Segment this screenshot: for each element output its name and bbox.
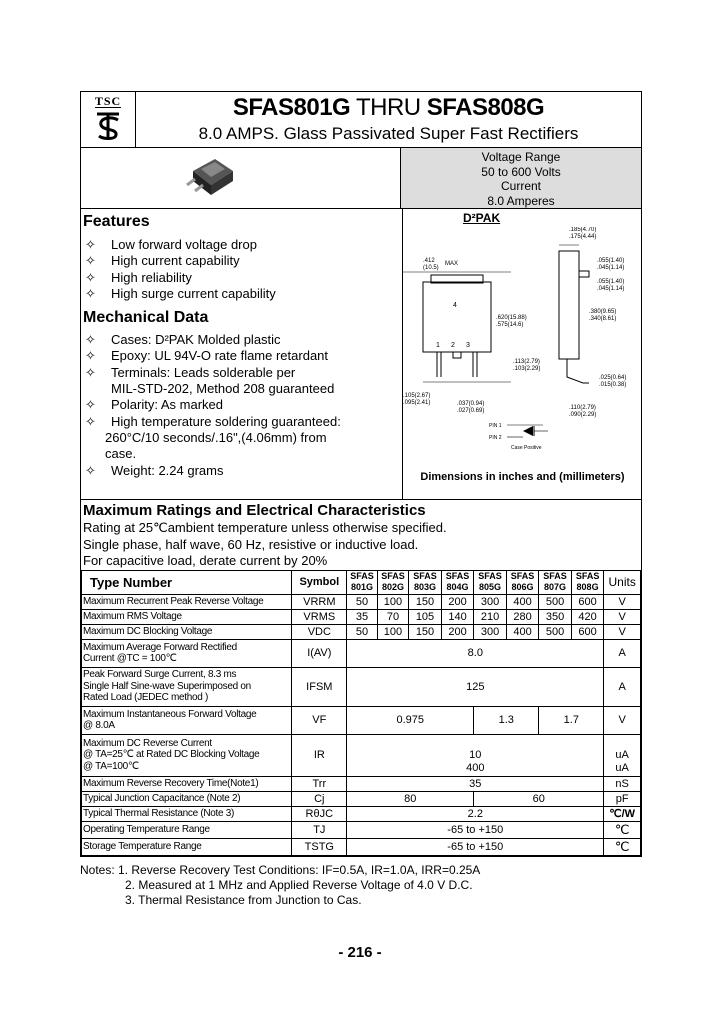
list-item-text: High surge current capability [111, 285, 276, 301]
table-row [82, 667, 641, 706]
param-name-line: Maximum DC Reverse Current [83, 737, 212, 749]
page-number: - 216 - [338, 944, 382, 961]
param-value: 2.2 [347, 806, 604, 821]
ratings-section [81, 500, 641, 570]
param-value-line: 400 [466, 761, 485, 774]
param-symbol: TJ [292, 821, 347, 838]
param-unit: V [604, 624, 641, 639]
dim-text: .090(2.29) [569, 412, 597, 418]
dim-text: .037(0.94) [457, 401, 485, 407]
table-row [82, 609, 641, 624]
dim-text: MAX [445, 261, 459, 267]
header-symbol: Symbol [292, 570, 347, 594]
list-item-text: Weight: 2.24 grams [111, 462, 224, 478]
param-symbol: RθJC [292, 806, 347, 821]
part-prefix: SFAS [575, 571, 600, 581]
list-item [83, 463, 402, 479]
header-part [377, 570, 409, 594]
part-suffix: 803G [413, 582, 436, 592]
param-value: 150 [409, 594, 442, 609]
pin-label: PIN 2 [489, 435, 502, 441]
param-value: 400 [506, 594, 539, 609]
list-item [83, 397, 402, 413]
note-line: 2. Measured at 1 MHz and Applied Reverse Voltage of 4.0 V D.C. [125, 878, 473, 892]
param-symbol: IFSM [292, 667, 347, 706]
dim-label-2: 2 [451, 342, 455, 349]
param-name [82, 639, 292, 667]
param-unit: V [604, 594, 641, 609]
param-value: 50 [347, 594, 377, 609]
param-value: 80 [347, 791, 474, 806]
part-suffix: 802G [381, 582, 404, 592]
param-symbol: TSTG [292, 838, 347, 855]
dim-text: .045(1.14) [597, 265, 625, 271]
param-unit: nS [604, 776, 641, 791]
note-line: Notes: 1. Reverse Recovery Test Conditions: IF=0.5A, IR=1.0A, IRR=0.25A [80, 863, 481, 877]
dim-text: .103(2.29) [513, 366, 541, 372]
features-section [83, 212, 402, 302]
param-name-line: Maximum Instantaneous Forward Voltage [83, 708, 257, 720]
param-value: 200 [441, 624, 474, 639]
param-name: Operating Temperature Range [82, 821, 292, 838]
package-row [81, 148, 641, 209]
param-unit: ℃/W [604, 806, 641, 821]
header-part [347, 570, 377, 594]
part-suffix: 806G [511, 582, 534, 592]
param-value: 125 [347, 667, 604, 706]
header-part [539, 570, 572, 594]
dim-label-3: 3 [466, 342, 470, 349]
list-item [83, 270, 402, 286]
bullet-icon: ✧ [85, 237, 96, 252]
dim-text: .340(8.61) [589, 316, 617, 322]
param-value: 300 [474, 594, 507, 609]
param-name: Typical Thermal Resistance (Note 3) [82, 806, 292, 821]
list-item-continued [83, 430, 402, 446]
list-item-text: Terminals: Leads solderable per [111, 364, 296, 380]
bullet-icon: ✧ [85, 332, 96, 348]
package-photo-icon [181, 153, 241, 203]
param-value: 400 [506, 624, 539, 639]
param-value: 100 [377, 624, 409, 639]
note-line: 3. Thermal Resistance from Junction to Cas. [125, 893, 362, 907]
features-column [81, 209, 403, 499]
param-value: 105 [409, 609, 442, 624]
param-name-line: Rated Load (JEDEC method ) [83, 692, 209, 704]
dim-text: .185(4.70) [569, 227, 597, 233]
param-value: 140 [441, 609, 474, 624]
param-name-line: @ TA=100℃ [83, 760, 139, 772]
param-value: 500 [539, 624, 572, 639]
list-item-text: MIL-STD-202, Method 208 guaranteed [111, 381, 335, 397]
tsc-logo-icon [91, 108, 125, 142]
list-item [83, 286, 402, 302]
param-symbol: Cj [292, 791, 347, 806]
param-value: 8.0 [347, 639, 604, 667]
param-value: 50 [347, 624, 377, 639]
header-part [474, 570, 507, 594]
bullet-icon: ✧ [85, 348, 96, 364]
dim-text: .055(1.40) [597, 258, 625, 264]
dim-text: .015(0.38) [599, 382, 627, 388]
param-unit: V [604, 706, 641, 734]
param-unit-line: uA [615, 748, 629, 761]
list-item [83, 332, 402, 348]
part-suffix: 804G [446, 582, 469, 592]
list-item-text: case. [105, 446, 137, 462]
header-part [506, 570, 539, 594]
package-name: D²PAK [463, 211, 501, 225]
datasheet [80, 91, 642, 857]
param-unit: A [604, 639, 641, 667]
param-value: 300 [474, 624, 507, 639]
bullet-icon: ✧ [85, 462, 96, 478]
bullet-icon: ✧ [85, 397, 96, 413]
param-value: 1.7 [539, 706, 604, 734]
dim-text: (10.5) [423, 265, 439, 271]
table-row [82, 806, 641, 821]
dimension-drawing [403, 227, 642, 477]
dim-text: .412 [423, 258, 435, 264]
param-value: -65 to +150 [347, 821, 604, 838]
part-prefix: SFAS [381, 571, 405, 581]
param-value: 500 [539, 594, 572, 609]
param-value: 420 [571, 609, 604, 624]
table-row [82, 791, 641, 806]
header-type-number: Type Number [82, 570, 292, 594]
param-name: Maximum Reverse Recovery Time(Note1) [82, 776, 292, 791]
table-row [82, 821, 641, 838]
title-block [136, 92, 641, 147]
features-title: Features [83, 213, 150, 230]
part-suffix: 801G [350, 582, 373, 592]
bullet-icon: ✧ [85, 285, 96, 301]
table-row [82, 639, 641, 667]
param-name [82, 734, 292, 776]
part-prefix: SFAS [543, 571, 567, 581]
header [81, 92, 641, 148]
bullet-icon: ✧ [85, 253, 96, 269]
param-symbol: IR [292, 734, 347, 776]
param-name: Maximum DC Blocking Voltage [82, 624, 292, 639]
ratings-title: Maximum Ratings and Electrical Characteristics [83, 502, 426, 519]
features-row [81, 209, 641, 500]
part-suffix: 807G [544, 582, 567, 592]
package-photo [81, 148, 401, 208]
bullet-icon: ✧ [85, 364, 96, 380]
part-suffix: 808G [576, 582, 599, 592]
param-value: 280 [506, 609, 539, 624]
param-value [347, 734, 604, 776]
param-unit: A [604, 667, 641, 706]
logo-text: TSC [94, 94, 122, 108]
param-value: 35 [347, 776, 604, 791]
list-item [83, 365, 402, 381]
ratings-note: Single phase, half wave, 60 Hz, resistive or inductive load. [83, 536, 419, 552]
param-symbol: VRMS [292, 609, 347, 624]
param-value: 600 [571, 594, 604, 609]
part-prefix: SFAS [510, 571, 535, 581]
bullet-icon: ✧ [85, 269, 96, 285]
ratings-note: Rating at 25℃ambient temperature unless otherwise specified. [83, 520, 447, 535]
list-item-text: High reliability [111, 269, 192, 285]
bullet-icon: ✧ [85, 413, 96, 429]
param-name [82, 667, 292, 706]
param-value: -65 to +150 [347, 838, 604, 855]
dim-text: .025(0.64) [599, 375, 627, 381]
dim-text: .113(2.79) [513, 359, 540, 365]
table-row [82, 776, 641, 791]
dim-text: .045(1.14) [597, 286, 625, 292]
param-name: Maximum RMS Voltage [82, 609, 292, 624]
param-value: 150 [409, 624, 442, 639]
title-mid: THRU [350, 94, 427, 121]
dim-text: .380(9.65) [589, 309, 617, 315]
table-row [82, 706, 641, 734]
param-value: 350 [539, 609, 572, 624]
table-row [82, 734, 641, 776]
param-name: Typical Junction Capacitance (Note 2) [82, 791, 292, 806]
part-prefix: SFAS [445, 571, 470, 581]
header-units: Units [604, 570, 641, 594]
mechanical-title: Mechanical Data [83, 309, 209, 327]
table-row [82, 624, 641, 639]
param-name: Maximum Recurrent Peak Reverse Voltage [82, 594, 292, 609]
param-symbol: VF [292, 706, 347, 734]
dim-label-1: 1 [436, 342, 440, 349]
param-value: 200 [441, 594, 474, 609]
list-item-text: Low forward voltage drop [111, 237, 257, 252]
list-item-text: High current capability [111, 253, 240, 269]
mechanical-section [83, 308, 402, 479]
title-part-b: SFAS808G [426, 94, 545, 121]
voltage-range-label: Voltage Range [481, 150, 561, 164]
table-row [82, 838, 641, 855]
dim-text: .055(1.40) [597, 279, 625, 285]
param-name [82, 706, 292, 734]
voltage-range-value: 50 to 600 Volts [481, 164, 561, 179]
param-unit: V [604, 609, 641, 624]
param-value: 1.3 [474, 706, 539, 734]
rating-summary [401, 148, 641, 208]
list-item-text: Polarity: As marked [111, 397, 223, 413]
ratings-table [81, 570, 641, 856]
param-value: 70 [377, 609, 409, 624]
dim-text: .575(14.6) [496, 322, 524, 328]
list-item-text: Cases: D²PAK Molded plastic [111, 332, 281, 348]
pin-label: PIN 1 [489, 423, 502, 429]
param-value-line: 10 [469, 748, 482, 761]
dim-text: .027(0.69) [457, 408, 485, 414]
list-item [83, 414, 402, 430]
dim-text: .620(15.88) [496, 315, 527, 321]
part-suffix: 805G [479, 582, 502, 592]
param-symbol: VRRM [292, 594, 347, 609]
dim-text: .175(4.44) [569, 234, 597, 240]
part-prefix: SFAS [413, 571, 437, 581]
dimension-caption: Dimensions in inches and (millimeters) [420, 471, 625, 483]
diode-icon [523, 426, 533, 436]
current-label: Current [500, 179, 541, 193]
dimension-drawing-panel [403, 209, 641, 499]
param-value: 100 [377, 594, 409, 609]
param-symbol: VDC [292, 624, 347, 639]
param-name-line: Peak Forward Surge Current, 8.3 ms [83, 669, 237, 681]
list-item-text: High temperature soldering guaranteed: [111, 413, 341, 429]
param-name-line: @ TA=25℃ at Rated DC Blocking Voltage [83, 749, 260, 761]
dim-label-4: 4 [453, 302, 457, 309]
param-value: 600 [571, 624, 604, 639]
param-name-line: @ 8.0A [83, 720, 115, 731]
logo [81, 92, 136, 147]
case-label: Case Positive [511, 445, 542, 451]
param-unit: ℃ [604, 821, 641, 838]
list-item-text: 260°C/10 seconds/.16",(4.06mm) from [105, 429, 327, 445]
list-item [83, 237, 402, 253]
header-part [409, 570, 442, 594]
param-symbol: Trr [292, 776, 347, 791]
param-name: Storage Temperature Range [82, 838, 292, 855]
header-part [571, 570, 604, 594]
param-value: 0.975 [347, 706, 474, 734]
param-unit: pF [604, 791, 641, 806]
table-row [82, 594, 641, 609]
param-name-line: Single Half Sine-wave Superimposed on [83, 680, 251, 692]
param-value: 35 [347, 609, 377, 624]
param-unit [604, 734, 641, 776]
header-part [441, 570, 474, 594]
list-item-continued [83, 446, 402, 462]
part-prefix: SFAS [350, 571, 374, 581]
dim-text: .110(2.79) [569, 405, 596, 411]
list-item [83, 253, 402, 269]
param-symbol: I(AV) [292, 639, 347, 667]
notes [80, 863, 480, 908]
list-item [83, 348, 402, 364]
param-value: 210 [474, 609, 507, 624]
param-unit-line: uA [615, 761, 629, 774]
title-part-a: SFAS801G [232, 94, 351, 121]
dim-text: .105(2.67) [403, 393, 431, 399]
page-subtitle: 8.0 AMPS. Glass Passivated Super Fast Rectifiers [198, 124, 579, 143]
param-name-line: Current @TC = 100℃ [83, 653, 177, 664]
ratings-note: For capacitive load, derate current by 20% [83, 553, 328, 568]
table-header-row [82, 570, 641, 594]
param-value: 60 [474, 791, 604, 806]
dim-text: .095(2.41) [403, 400, 431, 406]
part-prefix: SFAS [478, 571, 502, 581]
param-name-line: Maximum Average Forward Rectified [83, 641, 237, 653]
param-unit: ℃ [604, 838, 641, 855]
current-value: 8.0 Amperes [487, 193, 555, 208]
list-item-continued [83, 381, 402, 397]
list-item-text: Epoxy: UL 94V-O rate flame retardant [111, 348, 329, 364]
page-title [136, 94, 641, 122]
